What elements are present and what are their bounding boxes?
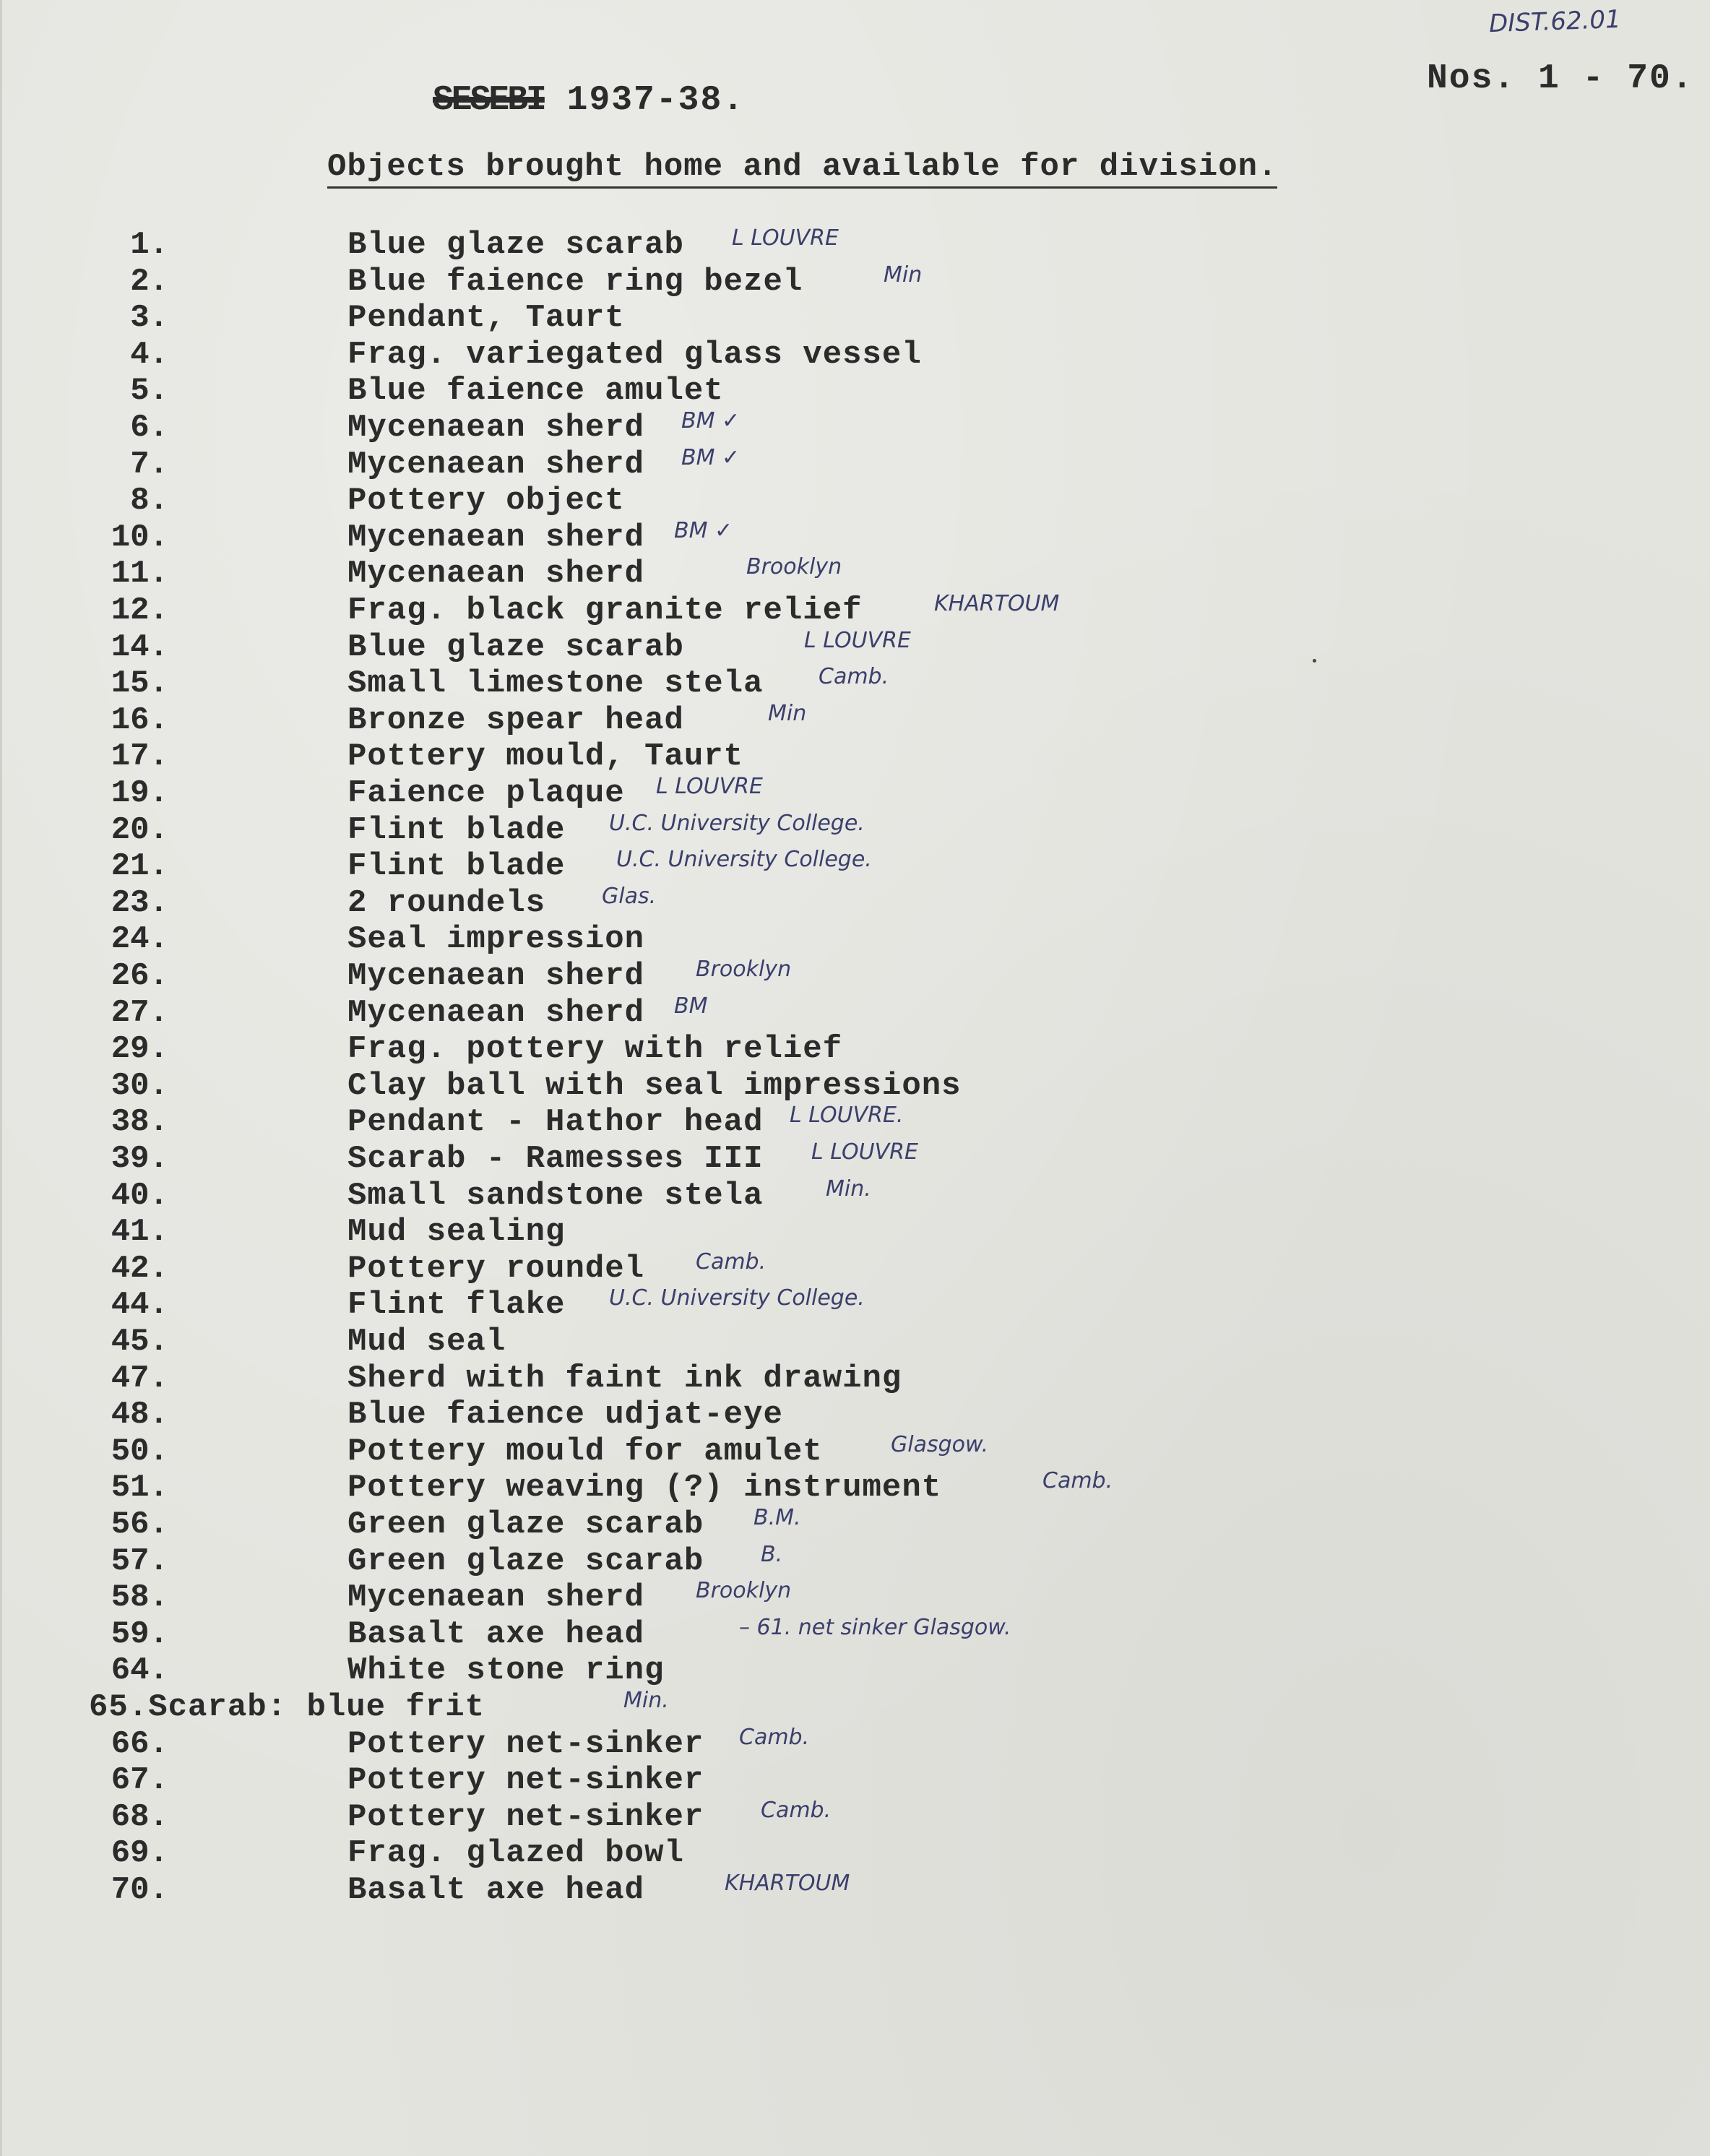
- item-number: 42.: [111, 1251, 168, 1287]
- list-item: [2, 410, 1664, 446]
- item-number: 57.: [111, 1543, 168, 1579]
- item-description: Blue faience ring bezel: [347, 264, 803, 300]
- handwritten-annotation: Camb.: [1042, 1468, 1113, 1493]
- item-number: 68.: [111, 1799, 168, 1835]
- list-item: [2, 812, 1664, 848]
- list-item: [2, 227, 1664, 263]
- item-description: Seal impression: [347, 921, 645, 957]
- list-item: [2, 1178, 1664, 1214]
- item-number: 59.: [111, 1616, 168, 1652]
- list-item: [2, 556, 1664, 592]
- item-number: 44.: [111, 1287, 168, 1323]
- item-description: Blue faience amulet: [347, 373, 724, 409]
- handwritten-annotation: Brooklyn: [746, 554, 842, 579]
- item-description: Pottery mould, Taurt: [347, 738, 744, 775]
- handwritten-annotation: Min: [768, 701, 807, 726]
- list-item: [2, 1141, 1664, 1177]
- item-number: 27.: [111, 995, 168, 1031]
- item-description: Pottery net-sinker: [347, 1762, 704, 1798]
- item-number: 64.: [111, 1652, 168, 1689]
- item-description: 2 roundels: [347, 885, 546, 921]
- handwritten-annotation: L LOUVRE: [656, 774, 763, 799]
- handwritten-annotation: U.C. University College.: [609, 1285, 865, 1311]
- item-description: Frag. glazed bowl: [347, 1835, 684, 1871]
- item-description: Pottery mould for amulet: [347, 1433, 823, 1470]
- handwritten-annotation: L LOUVRE: [732, 225, 839, 251]
- item-description: Green glaze scarab: [347, 1543, 704, 1579]
- handwritten-annotation: Camb.: [761, 1798, 832, 1823]
- item-description: Bronze spear head: [347, 702, 684, 738]
- item-number: 67.: [111, 1762, 168, 1798]
- item-number: 16.: [111, 702, 168, 738]
- list-item: [2, 848, 1664, 884]
- list-item: [2, 1361, 1664, 1397]
- list-item: [2, 1835, 1664, 1871]
- item-description: Mud sealing: [347, 1214, 566, 1250]
- list-item: [2, 1068, 1664, 1104]
- list-item: [2, 1872, 1664, 1908]
- handwritten-annotation: Brooklyn: [696, 1578, 792, 1603]
- item-number: 48.: [111, 1397, 168, 1433]
- list-item: [2, 483, 1664, 519]
- item-description: Mud seal: [347, 1324, 506, 1360]
- handwritten-annotation: L LOUVRE.: [790, 1103, 904, 1128]
- item-description: Flint blade: [347, 848, 566, 884]
- list-item: [2, 885, 1664, 921]
- item-number: 23.: [111, 885, 168, 921]
- list-item: [2, 921, 1664, 957]
- item-number: 15.: [111, 665, 168, 702]
- list-item: [2, 264, 1664, 300]
- handwritten-annotation: Min.: [623, 1688, 669, 1713]
- list-item: [2, 1214, 1664, 1250]
- list-item: [2, 1433, 1664, 1470]
- page-title: [433, 81, 745, 120]
- list-item: [2, 1799, 1664, 1835]
- item-description: White stone ring: [347, 1652, 665, 1689]
- list-item: [2, 373, 1664, 409]
- handwritten-annotation: B.: [761, 1542, 783, 1567]
- item-number: 45.: [111, 1324, 168, 1360]
- handwritten-annotation: U.C. University College.: [609, 811, 865, 836]
- item-description: Blue faience udjat-eye: [347, 1397, 783, 1433]
- item-number: 50.: [111, 1433, 168, 1470]
- item-description: Pendant, Taurt: [347, 300, 625, 336]
- list-item: [2, 1616, 1664, 1652]
- item-number: 11.: [111, 556, 168, 592]
- item-description: Pottery net-sinker: [347, 1799, 704, 1835]
- list-item: [2, 1689, 1664, 1725]
- item-description: Pottery object: [347, 483, 625, 519]
- handwritten-annotation: BM ✓: [681, 445, 740, 470]
- handwritten-annotation: KHARTOUM: [725, 1871, 850, 1896]
- item-description: Flint flake: [347, 1287, 566, 1323]
- item-description: Mycenaean sherd: [347, 447, 645, 483]
- item-number: 39.: [111, 1141, 168, 1177]
- list-item: [2, 1470, 1664, 1506]
- item-description: Pottery roundel: [347, 1251, 645, 1287]
- item-description: Mycenaean sherd: [347, 556, 645, 592]
- item-description: Blue glaze scarab: [347, 629, 684, 665]
- item-description: Pottery weaving (?) instrument: [347, 1470, 942, 1506]
- handwritten-annotation: L LOUVRE: [811, 1139, 918, 1165]
- handwritten-annotation: BM: [674, 993, 708, 1019]
- reference-number: DIST.62.01: [1488, 4, 1622, 39]
- item-description: Green glaze scarab: [347, 1506, 704, 1543]
- list-item: [2, 447, 1664, 483]
- item-number: 41.: [111, 1214, 168, 1250]
- item-range: Nos. 1 - 70.: [1427, 59, 1694, 98]
- item-description: Flint blade: [347, 812, 566, 848]
- item-number: 58.: [111, 1579, 168, 1616]
- list-item: [2, 1397, 1664, 1433]
- item-number: 40.: [111, 1178, 168, 1214]
- item-number: 47.: [111, 1361, 168, 1397]
- handwritten-annotation: U.C. University College.: [616, 847, 872, 872]
- handwritten-annotation: Camb.: [739, 1725, 810, 1750]
- list-item: [2, 1726, 1664, 1762]
- item-number: 14.: [111, 629, 168, 665]
- item-number: 12.: [111, 592, 168, 629]
- item-number: 2.: [130, 264, 168, 300]
- list-item: [2, 1506, 1664, 1543]
- item-number: 30.: [111, 1068, 168, 1104]
- handwritten-annotation: Glasgow.: [891, 1432, 989, 1457]
- item-description: Mycenaean sherd: [347, 958, 645, 994]
- list-item: [2, 775, 1664, 811]
- item-number: 10.: [111, 519, 168, 556]
- handwritten-annotation: Camb.: [819, 664, 889, 689]
- item-number: 20.: [111, 812, 168, 848]
- page-subtitle: Objects brought home and available for division.: [327, 149, 1277, 189]
- item-number: 56.: [111, 1506, 168, 1543]
- item-number: 38.: [111, 1104, 168, 1140]
- list-item: [2, 702, 1664, 738]
- list-item: [2, 592, 1664, 629]
- item-number: 5.: [130, 373, 168, 409]
- item-description: Faience plaque: [347, 775, 625, 811]
- item-description: Basalt axe head: [347, 1872, 645, 1908]
- list-item: [2, 1324, 1664, 1360]
- list-item: [2, 958, 1664, 994]
- item-description: Small limestone stela: [347, 665, 764, 702]
- handwritten-annotation: L LOUVRE: [804, 628, 911, 653]
- item-number: 3.: [130, 300, 168, 336]
- item-description: Mycenaean sherd: [347, 410, 645, 446]
- list-item: [2, 1287, 1664, 1323]
- item-number: 4.: [130, 337, 168, 373]
- list-item: [2, 1762, 1664, 1798]
- title-struck-word: SESEBI: [433, 81, 545, 120]
- item-number: 1.: [130, 227, 168, 263]
- handwritten-annotation: Brooklyn: [696, 957, 792, 982]
- item-description: Frag. variegated glass vessel: [347, 337, 922, 373]
- list-item: [2, 995, 1664, 1031]
- item-description: 65.Scarab: blue frit: [89, 1689, 485, 1725]
- list-item: [2, 519, 1664, 556]
- item-description: Clay ball with seal impressions: [347, 1068, 962, 1104]
- item-description: Scarab - Ramesses III: [347, 1141, 764, 1177]
- list-item: [2, 665, 1664, 702]
- item-number: 8.: [130, 483, 168, 519]
- handwritten-annotation: B.M.: [753, 1505, 801, 1530]
- paper-speck: [1313, 659, 1316, 663]
- list-item: [2, 1031, 1664, 1067]
- item-description: Basalt axe head: [347, 1616, 645, 1652]
- item-description: Pottery net-sinker: [347, 1726, 704, 1762]
- title-year: 1937-38.: [544, 81, 746, 120]
- list-item: [2, 300, 1664, 336]
- handwritten-annotation: Camb.: [696, 1249, 767, 1275]
- item-number: 17.: [111, 738, 168, 775]
- handwritten-annotation: BM ✓: [674, 518, 733, 543]
- list-item: [2, 1652, 1664, 1689]
- handwritten-annotation: Min: [884, 262, 923, 288]
- item-description: Pendant - Hathor head: [347, 1104, 764, 1140]
- item-description: Mycenaean sherd: [347, 519, 645, 556]
- item-description: Frag. black granite relief: [347, 592, 863, 629]
- handwritten-annotation: – 61. net sinker Glasgow.: [739, 1615, 1011, 1640]
- handwritten-annotation: KHARTOUM: [934, 591, 1060, 616]
- item-description: Sherd with faint ink drawing: [347, 1361, 902, 1397]
- list-item: [2, 738, 1664, 775]
- handwritten-annotation: Glas.: [602, 884, 657, 909]
- item-number: 26.: [111, 958, 168, 994]
- item-number: 7.: [130, 447, 168, 483]
- handwritten-annotation: Min.: [826, 1176, 871, 1202]
- list-item: [2, 629, 1664, 665]
- item-number: 21.: [111, 848, 168, 884]
- list-item: [2, 1104, 1664, 1140]
- list-item: [2, 1543, 1664, 1579]
- handwritten-annotation: BM ✓: [681, 408, 740, 434]
- item-number: 6.: [130, 410, 168, 446]
- item-description: Frag. pottery with relief: [347, 1031, 843, 1067]
- item-number: 24.: [111, 921, 168, 957]
- list-item: [2, 337, 1664, 373]
- list-item: [2, 1579, 1664, 1616]
- item-number: 70.: [111, 1872, 168, 1908]
- item-description: Mycenaean sherd: [347, 995, 645, 1031]
- item-description: Blue glaze scarab: [347, 227, 684, 263]
- item-description: Mycenaean sherd: [347, 1579, 645, 1616]
- item-number: 66.: [111, 1726, 168, 1762]
- item-description: Small sandstone stela: [347, 1178, 764, 1214]
- item-number: 51.: [111, 1470, 168, 1506]
- item-number: 29.: [111, 1031, 168, 1067]
- item-number: 19.: [111, 775, 168, 811]
- list-item: [2, 1251, 1664, 1287]
- item-number: 69.: [111, 1835, 168, 1871]
